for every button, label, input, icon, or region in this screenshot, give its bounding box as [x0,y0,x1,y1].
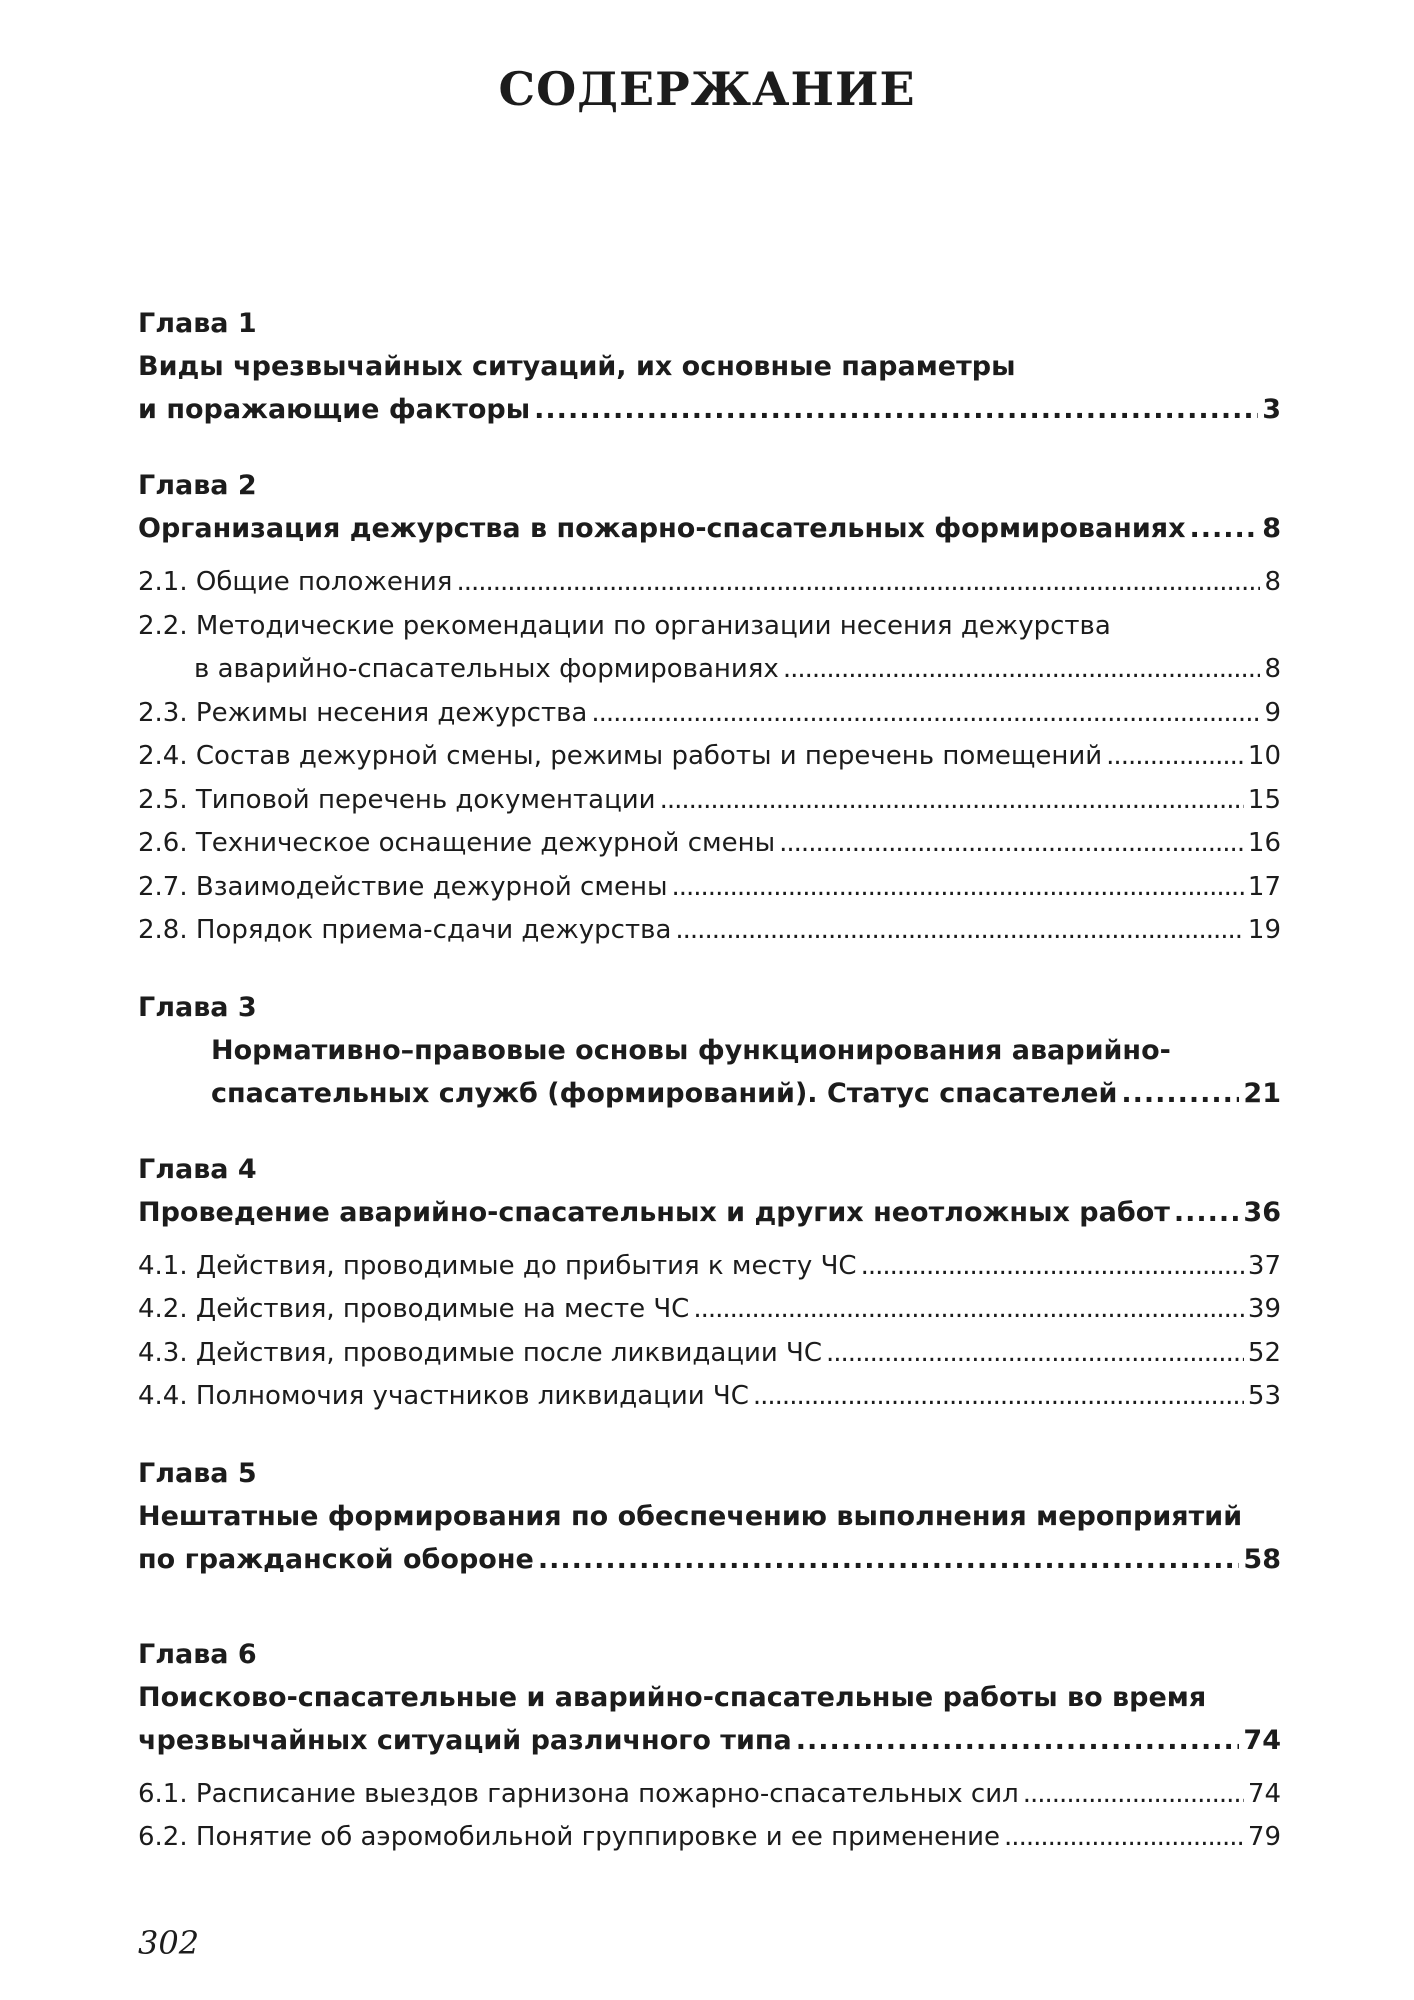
chapter-3 [138,986,1281,1115]
chapter-title-line: и поражающие факторы [138,394,531,425]
section-number: 2.5. [138,784,188,815]
section-title: Общие положения [195,567,453,597]
section-entry[interactable] [138,1245,1281,1289]
section-entry[interactable] [138,1288,1281,1332]
section-title: Понятие об аэромобильной группировке и ее применение [195,1822,1001,1852]
dot-leader [1106,735,1244,779]
dot-leader [796,1719,1240,1762]
section-title: Состав дежурной смены, режимы работы и перечень помещений [195,741,1103,771]
table-of-contents [138,302,1281,1893]
section-number: 4.2. [138,1294,188,1324]
page-ref: 15 [1247,784,1281,815]
chapter-title-entry[interactable] [138,1191,1281,1234]
page-ref: 58 [1243,1543,1281,1575]
section-title: Техническое оснащение дежурной смены [195,828,776,858]
section-number: 2.1. [138,567,188,597]
page-ref: 74 [1243,1724,1281,1756]
dot-leader [1174,1191,1240,1234]
section-entry[interactable] [138,1773,1281,1817]
section-entry[interactable] [138,909,1281,953]
dot-leader [456,561,1260,605]
dot-leader [783,648,1261,692]
page-ref: 36 [1243,1196,1281,1228]
section-title: Действия, проводимые до прибытия к месту ЧС [195,1250,857,1281]
page-ref: 74 [1247,1778,1281,1809]
dot-leader [660,779,1244,823]
section-number: 2.3. [138,697,188,728]
dot-leader [1190,507,1259,550]
section-title: Действия, проводимые на месте ЧС [195,1294,690,1324]
chapter-title-entry[interactable] [138,1072,1281,1115]
page-number: 302 [138,1924,200,1962]
section-entry[interactable] [138,735,1281,779]
section-entry[interactable] [138,866,1281,910]
section-title: Порядок приема-сдачи дежурства [195,915,672,945]
dot-leader [591,692,1260,736]
section-title: Полномочия участников ликвидации ЧС [195,1381,749,1411]
dot-leader [779,822,1244,866]
page-ref: 3 [1262,394,1281,425]
dot-leader [538,1538,1240,1581]
page-ref: 79 [1247,1822,1281,1852]
page-ref: 10 [1247,741,1281,771]
page-ref: 53 [1247,1381,1281,1411]
page-ref: 21 [1243,1077,1281,1109]
section-entry-continuation[interactable] [138,648,1281,692]
section-number: 2.6. [138,828,188,858]
section-number: 2.2. [138,610,188,641]
chapter-label: Глава 5 [138,1457,257,1489]
section-entry[interactable] [138,1332,1281,1376]
chapter-title-line: Проведение аварийно-спасательных и других неотложных работ [138,1196,1170,1228]
section-entry[interactable] [138,692,1281,736]
dot-leader [861,1245,1244,1289]
chapter-label: Глава 1 [138,308,257,339]
page-ref: 52 [1247,1337,1281,1368]
section-title: Типовой перечень документации [195,784,656,815]
section-number: 2.8. [138,915,188,945]
section-number: 4.4. [138,1381,188,1411]
section-number: 2.7. [138,871,188,902]
dot-leader [1121,1072,1239,1115]
section-title: Методические рекомендации по организации несения дежурства [195,610,1111,641]
chapter-title-line: Организация дежурства в пожарно-спасательных формированиях [138,513,1186,544]
section-number: 6.1. [138,1778,188,1809]
chapter-5 [138,1452,1281,1581]
section-title: Действия, проводимые после ликвидации ЧС [195,1337,823,1368]
dot-leader [671,866,1243,910]
page-ref: 17 [1247,871,1281,902]
chapter-title-entry[interactable] [138,507,1281,550]
page-ref: 39 [1247,1294,1281,1324]
chapter-title-line: Поисково-спасательные и аварийно-спасательные работы во время [138,1681,1207,1713]
dot-leader [534,388,1258,431]
chapter-title-entry[interactable] [138,388,1281,431]
section-title: Расписание выездов гарнизона пожарно-спасательных сил [195,1778,1019,1809]
section-entry[interactable] [138,561,1281,605]
section-number: 6.2. [138,1822,188,1852]
page-ref: 9 [1264,697,1281,728]
chapter-title-line: Виды чрезвычайных ситуаций, их основные параметры [138,351,1016,382]
chapter-title-line: Нормативно–правовые основы функционирования аварийно- [211,1034,1171,1066]
page-ref: 8 [1264,567,1281,597]
section-entry[interactable] [138,1375,1281,1419]
dot-leader [1023,1773,1244,1817]
section-title: Режимы несения дежурства [195,697,588,728]
chapter-title-entry[interactable] [138,1538,1281,1581]
chapter-label: Глава 3 [138,991,257,1023]
section-number: 2.4. [138,741,188,771]
page-title: СОДЕРЖАНИЕ [498,62,916,116]
dot-leader [1004,1816,1244,1860]
section-title: Взаимодействие дежурной смены [195,871,668,902]
dot-leader [753,1375,1244,1419]
page-ref: 8 [1262,513,1281,544]
section-entry[interactable] [138,605,1281,649]
chapter-title-entry[interactable] [138,1719,1281,1762]
chapter-title-line: Нештатные формирования по обеспечению выполнения мероприятий [138,1500,1243,1532]
chapter-4 [138,1148,1281,1419]
chapter-label: Глава 2 [138,470,257,501]
chapter-2 [138,464,1281,953]
page-ref: 8 [1264,654,1281,684]
section-number: 4.1. [138,1250,188,1281]
page-ref: 16 [1247,828,1281,858]
page-ref: 19 [1247,915,1281,945]
section-entry[interactable] [138,822,1281,866]
chapter-title-line: по гражданской обороне [138,1543,534,1575]
chapter-label: Глава 4 [138,1153,257,1185]
dot-leader [693,1288,1244,1332]
dot-leader [826,1332,1244,1376]
chapter-label: Глава 6 [138,1638,257,1670]
chapter-title-line: чрезвычайных ситуаций различного типа [138,1724,792,1756]
dot-leader [675,909,1244,953]
chapter-title-line: спасательных служб (формирований). Статус спасателей [211,1077,1118,1109]
section-title-continuation: в аварийно-спасательных формированиях [194,654,779,684]
chapter-1 [138,302,1281,431]
section-number: 4.3. [138,1337,188,1368]
section-entry[interactable] [138,1816,1281,1860]
page-ref: 37 [1247,1250,1281,1281]
section-entry[interactable] [138,779,1281,823]
chapter-6 [138,1633,1281,1860]
